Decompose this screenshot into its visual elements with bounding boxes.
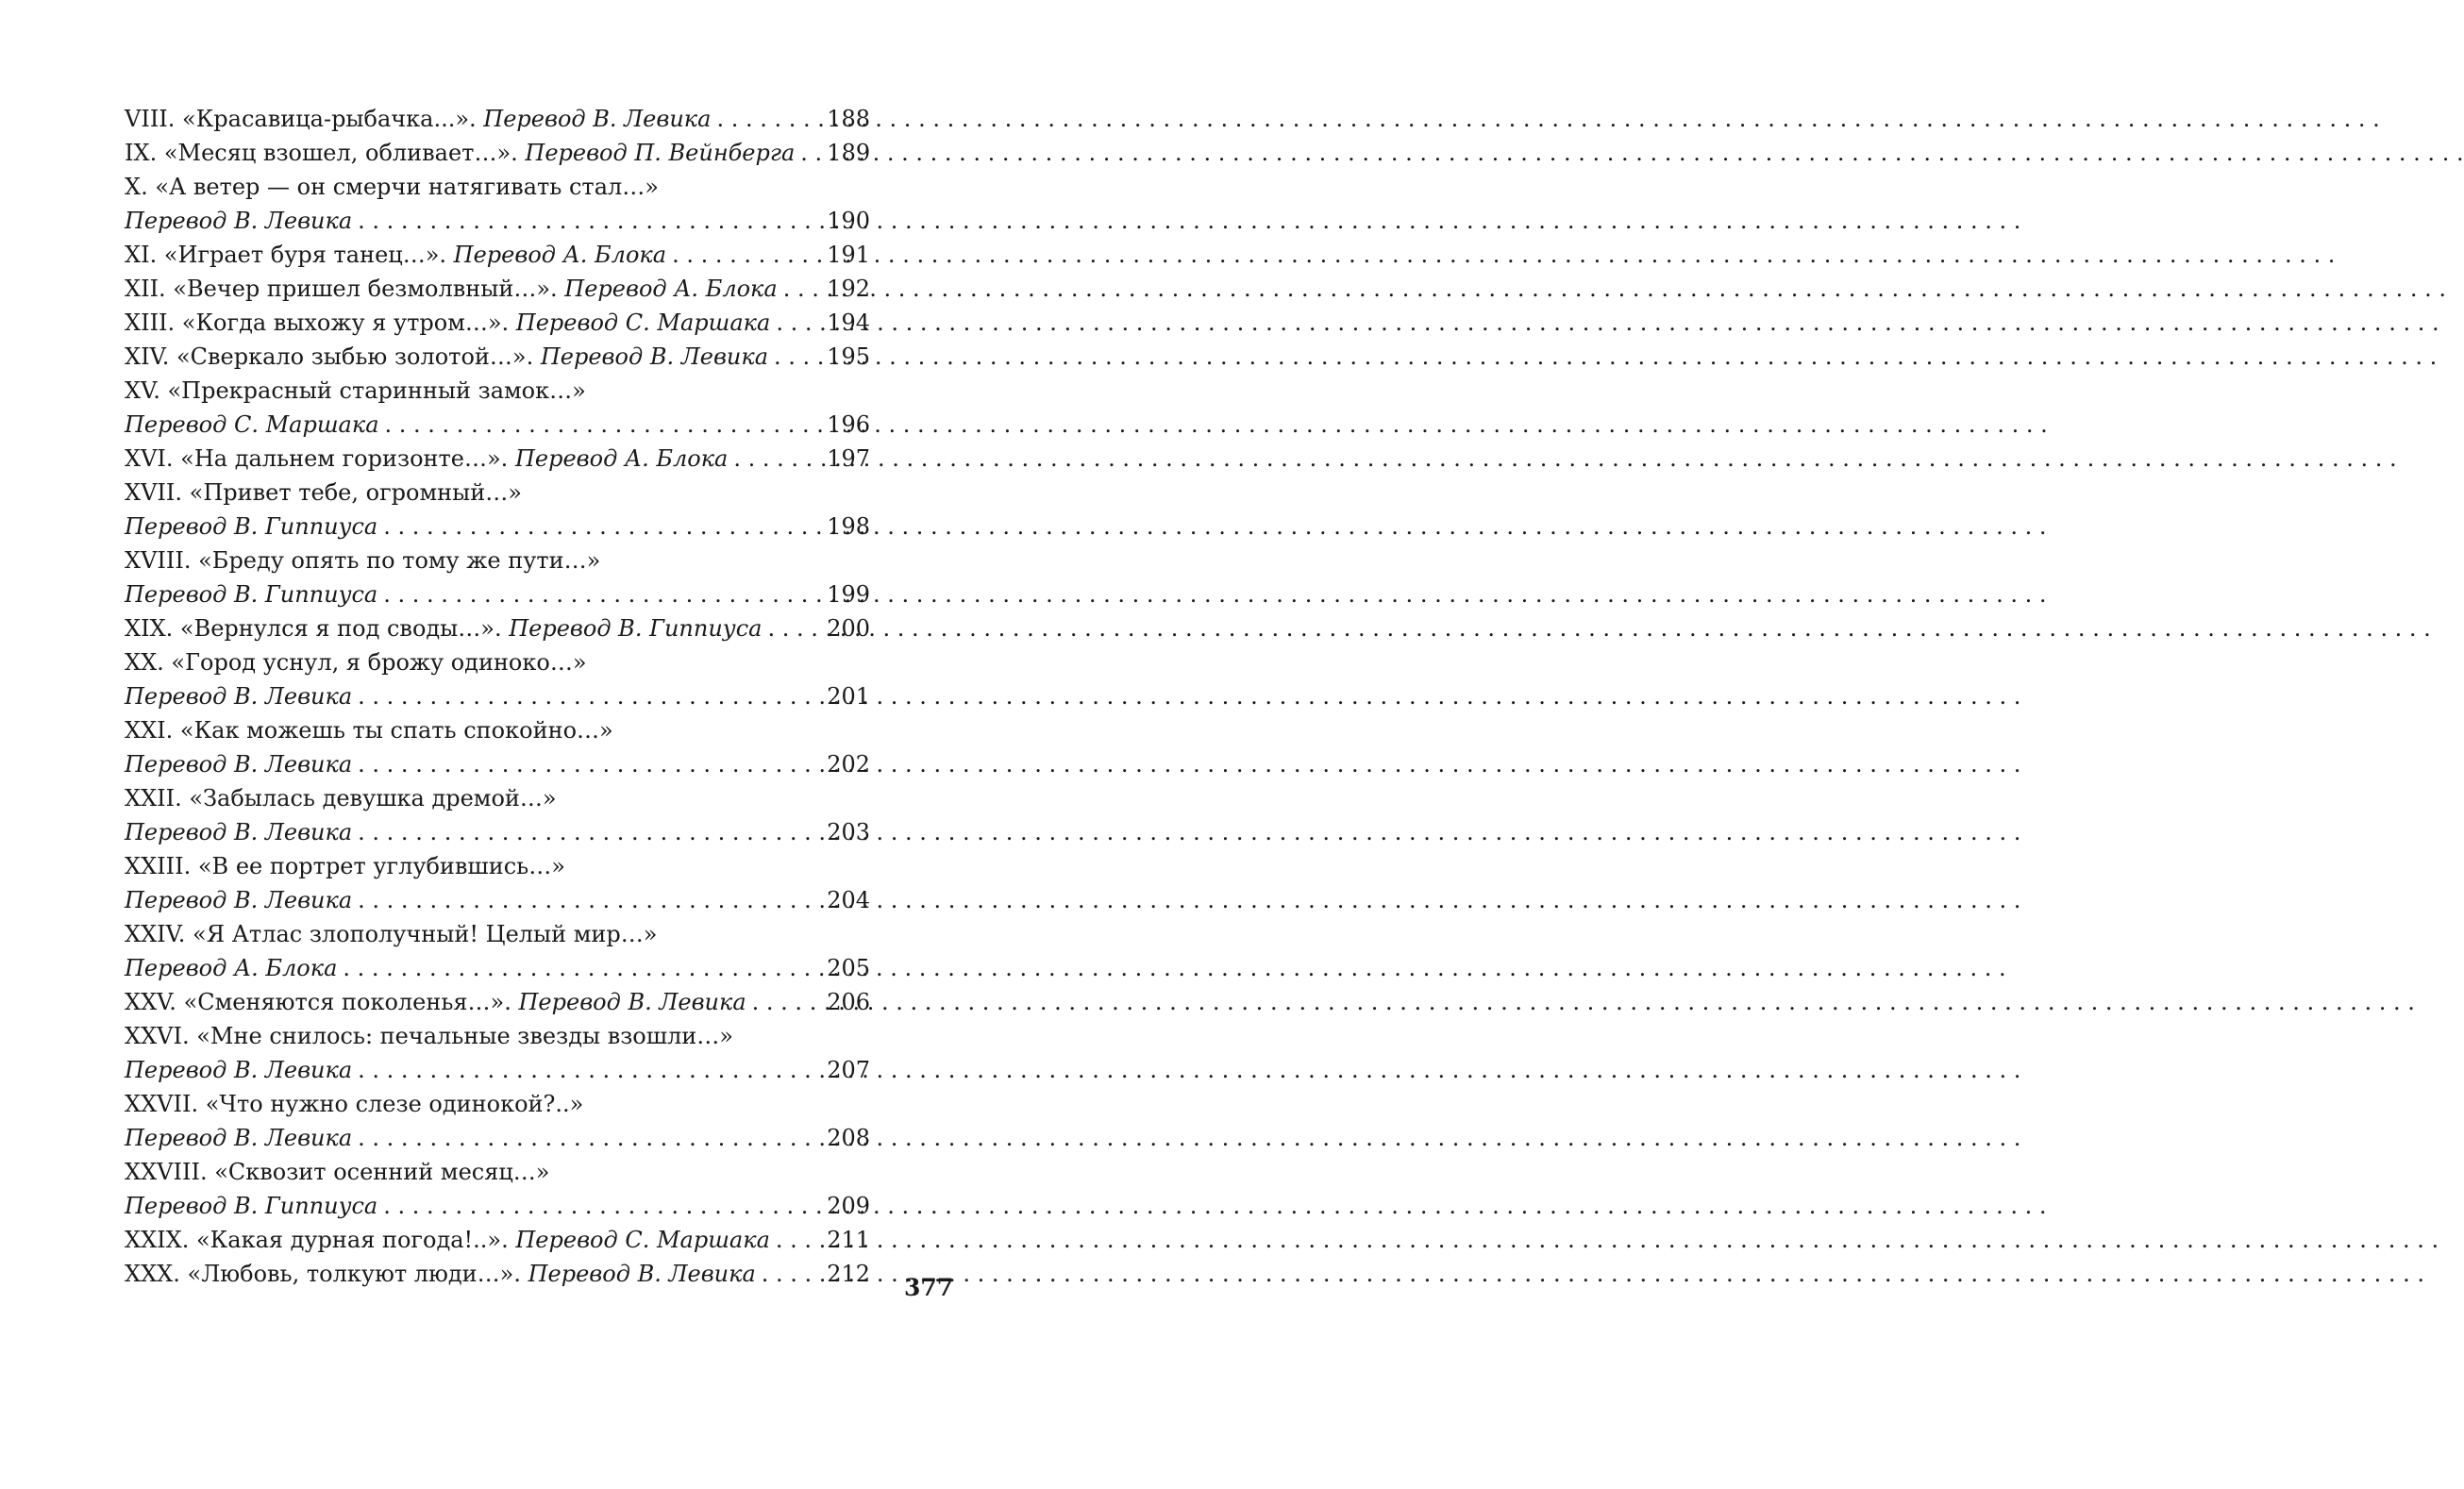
toc-entry-text: [125, 815, 352, 849]
dot-leader: [770, 306, 827, 340]
toc-page-number: 195: [827, 343, 870, 370]
dot-leader: [778, 272, 827, 306]
page-number: 377: [904, 1274, 954, 1301]
toc-line: [125, 306, 870, 340]
toc-entry-text: [125, 340, 768, 374]
toc-entry-text: [125, 679, 352, 713]
toc-entry-text: [125, 238, 666, 272]
toc-entry-text: [125, 951, 337, 985]
poem-title: XXVI. «Мне снилось: печальные звезды взошли…»: [125, 1023, 733, 1049]
toc-page-number: 198: [827, 513, 870, 540]
dot-leader: [337, 951, 827, 985]
toc-line: [125, 1257, 870, 1291]
poem-title: XXIII. «В ее портрет углубившись…»: [125, 853, 565, 879]
toc-line: [125, 1223, 870, 1257]
toc-page-number: 201: [827, 683, 870, 710]
poem-title: X. «А ветер — он смерчи натягивать стал…»: [125, 174, 659, 200]
toc-page-number: 200: [827, 615, 870, 642]
dot-leader: [762, 611, 827, 645]
toc-entry-text: [125, 1053, 352, 1087]
toc-entry-text: [125, 1155, 549, 1189]
toc-line: [125, 408, 870, 442]
toc-entry-text: [125, 849, 565, 883]
toc-entry-text: [125, 442, 728, 476]
toc-entry-text: [125, 747, 352, 781]
toc-entry-text: [125, 1257, 756, 1291]
translator-credit: Перевод В. Левика: [518, 989, 746, 1015]
toc-entry-text: [125, 306, 770, 340]
translator-credit: Перевод С. Маршака: [125, 411, 379, 438]
dot-leader: [746, 985, 828, 1019]
toc-entry-text: [125, 136, 795, 170]
dot-leader: [770, 1223, 827, 1257]
toc-entry-text: [125, 883, 352, 917]
toc-line: [125, 1019, 870, 1053]
toc-line: [125, 510, 870, 544]
poem-title: XIV. «Сверкало зыбью золотой…».: [125, 343, 541, 370]
translator-credit: Перевод А. Блока: [125, 955, 338, 981]
toc-line: [125, 951, 870, 985]
table-of-contents: [125, 102, 870, 1291]
toc-line: [125, 374, 870, 408]
dot-leader: [352, 679, 827, 713]
translator-credit: Перевод В. Левика: [125, 1125, 353, 1151]
toc-line: [125, 102, 870, 136]
toc-entry-text: [125, 1019, 733, 1053]
poem-title: XXVIII. «Сквозит осенний месяц…»: [125, 1159, 550, 1185]
toc-line: [125, 679, 870, 713]
toc-entry-text: [125, 1189, 377, 1223]
toc-entry-text: [125, 102, 711, 136]
toc-page-number: 191: [827, 242, 870, 268]
translator-credit: Перевод В. Левика: [125, 751, 353, 778]
toc-page-number: 196: [827, 411, 870, 438]
translator-credit: Перевод П. Вейнберга: [525, 140, 796, 166]
poem-title: XVIII. «Бреду опять по тому же пути…»: [125, 547, 601, 574]
poem-title: VIII. «Красавица-рыбачка...».: [125, 106, 484, 132]
dot-leader: [352, 883, 827, 917]
poem-title: XXII. «Забылась девушка дремой…»: [125, 785, 557, 811]
poem-title: XXIX. «Какая дурная погода!..».: [125, 1227, 516, 1253]
poem-title: XVI. «На дальнем горизонте…».: [125, 445, 515, 472]
translator-credit: Перевод С. Маршака: [515, 310, 771, 336]
translator-credit: Перевод В. Левика: [125, 1057, 353, 1083]
translator-credit: Перевод В. Левика: [125, 819, 353, 845]
poem-title: XV. «Прекрасный старинный замок…»: [125, 377, 586, 404]
translator-credit: Перевод В. Левика: [125, 887, 353, 913]
toc-entry-text: [125, 510, 377, 544]
translator-credit: Перевод А. Блока: [564, 276, 778, 302]
toc-page-number: 202: [827, 751, 870, 778]
dot-leader: [352, 204, 827, 238]
toc-entry-text: [125, 374, 586, 408]
dot-leader: [768, 340, 827, 374]
toc-line: [125, 340, 870, 374]
toc-line: [125, 170, 870, 204]
toc-page-number: 205: [827, 955, 870, 981]
poem-title: XIX. «Вернулся я под своды…».: [125, 615, 510, 642]
translator-credit: Перевод А. Блока: [514, 445, 729, 472]
translator-credit: Перевод В. Левика: [125, 208, 353, 234]
poem-title: XXV. «Сменяются поколенья…».: [125, 989, 519, 1015]
toc-page-number: 192: [827, 276, 870, 302]
toc-line: [125, 1189, 870, 1223]
toc-line: [125, 781, 870, 815]
toc-entry-text: [125, 544, 600, 577]
toc-entry-text: [125, 408, 379, 442]
poem-title: XXIV. «Я Атлас злополучный! Целый мир…»: [125, 921, 658, 947]
toc-entry-text: [125, 272, 778, 306]
poem-title: XXI. «Как можешь ты спать спокойно…»: [125, 717, 613, 744]
toc-entry-text: [125, 713, 613, 747]
poem-title: IX. «Месяц взошел, обливает…».: [125, 140, 526, 166]
translator-credit: Перевод В. Левика: [125, 683, 353, 710]
toc-line: [125, 238, 870, 272]
dot-leader: [379, 408, 828, 442]
toc-entry-text: [125, 476, 522, 510]
toc-page-number: 206: [827, 989, 870, 1015]
toc-page-number: 197: [827, 445, 870, 472]
toc-line: [125, 985, 870, 1019]
toc-entry-text: [125, 985, 746, 1019]
toc-line: [125, 272, 870, 306]
poem-title: XI. «Играет буря танец…».: [125, 242, 454, 268]
dot-leader: [728, 442, 827, 476]
translator-credit: Перевод В. Гиппиуса: [125, 513, 378, 540]
poem-title: XVII. «Привет тебе, огромный…»: [125, 479, 522, 506]
toc-page-number: 194: [827, 310, 870, 336]
dot-leader: [711, 102, 827, 136]
dot-leader: [352, 747, 827, 781]
toc-page-number: 189: [827, 140, 871, 166]
poem-title: XX. «Город уснул, я брожу одиноко…»: [125, 649, 587, 676]
translator-credit: Перевод А. Блока: [453, 242, 667, 268]
toc-line: [125, 917, 870, 951]
toc-entry-text: [125, 204, 352, 238]
toc-page-number: 209: [827, 1193, 870, 1219]
toc-entry-text: [125, 1087, 583, 1121]
toc-line: [125, 883, 870, 917]
toc-page-number: 204: [827, 887, 870, 913]
translator-credit: Перевод В. Гиппиуса: [125, 581, 378, 608]
toc-line: [125, 1121, 870, 1155]
toc-line: [125, 1087, 870, 1121]
toc-line: [125, 476, 870, 510]
toc-entry-text: [125, 645, 587, 679]
toc-line: [125, 544, 870, 577]
toc-page-number: 203: [827, 819, 870, 845]
toc-entry-text: [125, 1223, 770, 1257]
dot-leader: [352, 815, 827, 849]
poem-title: XIII. «Когда выхожу я утром…».: [125, 310, 516, 336]
dot-leader: [352, 1121, 827, 1155]
toc-page-number: 208: [827, 1125, 870, 1151]
translator-credit: Перевод В. Гиппиуса: [125, 1193, 378, 1219]
toc-line: [125, 611, 870, 645]
poem-title: XII. «Вечер пришел безмолвный…».: [125, 276, 565, 302]
translator-credit: Перевод В. Левика: [540, 343, 769, 370]
translator-credit: Перевод С. Маршака: [515, 1227, 770, 1253]
toc-page-number: 212: [827, 1261, 870, 1287]
toc-page-number: 199: [827, 581, 870, 608]
translator-credit: Перевод В. Левика: [483, 106, 712, 132]
toc-entry-text: [125, 170, 659, 204]
toc-line: [125, 747, 870, 781]
toc-line: [125, 1155, 870, 1189]
toc-entry-text: [125, 781, 557, 815]
dot-leader: [666, 238, 827, 272]
dot-leader: [377, 1189, 827, 1223]
dot-leader: [756, 1257, 827, 1291]
toc-line: [125, 442, 870, 476]
toc-entry-text: [125, 1121, 352, 1155]
toc-line: [125, 1053, 870, 1087]
translator-credit: Перевод В. Гиппиуса: [509, 615, 763, 642]
toc-page-number: 207: [827, 1057, 870, 1083]
toc-entry-text: [125, 577, 377, 611]
toc-line: [125, 713, 870, 747]
toc-line: [125, 849, 870, 883]
dot-leader: [377, 577, 827, 611]
toc-page-number: 190: [827, 208, 870, 234]
dot-leader: [352, 1053, 827, 1087]
dot-leader: [377, 510, 827, 544]
toc-line: [125, 577, 870, 611]
toc-line: [125, 815, 870, 849]
toc-line: [125, 136, 870, 170]
toc-line: [125, 204, 870, 238]
dot-leader: [795, 136, 827, 170]
poem-title: XXX. «Любовь, толкуют люди…».: [125, 1261, 528, 1287]
toc-line: [125, 645, 870, 679]
translator-credit: Перевод В. Левика: [528, 1261, 756, 1287]
toc-page-number: 188: [827, 106, 870, 132]
toc-page-number: 211: [827, 1227, 870, 1253]
toc-entry-text: [125, 611, 762, 645]
toc-entry-text: [125, 917, 657, 951]
poem-title: XXVII. «Что нужно слезе одинокой?..»: [125, 1091, 584, 1117]
